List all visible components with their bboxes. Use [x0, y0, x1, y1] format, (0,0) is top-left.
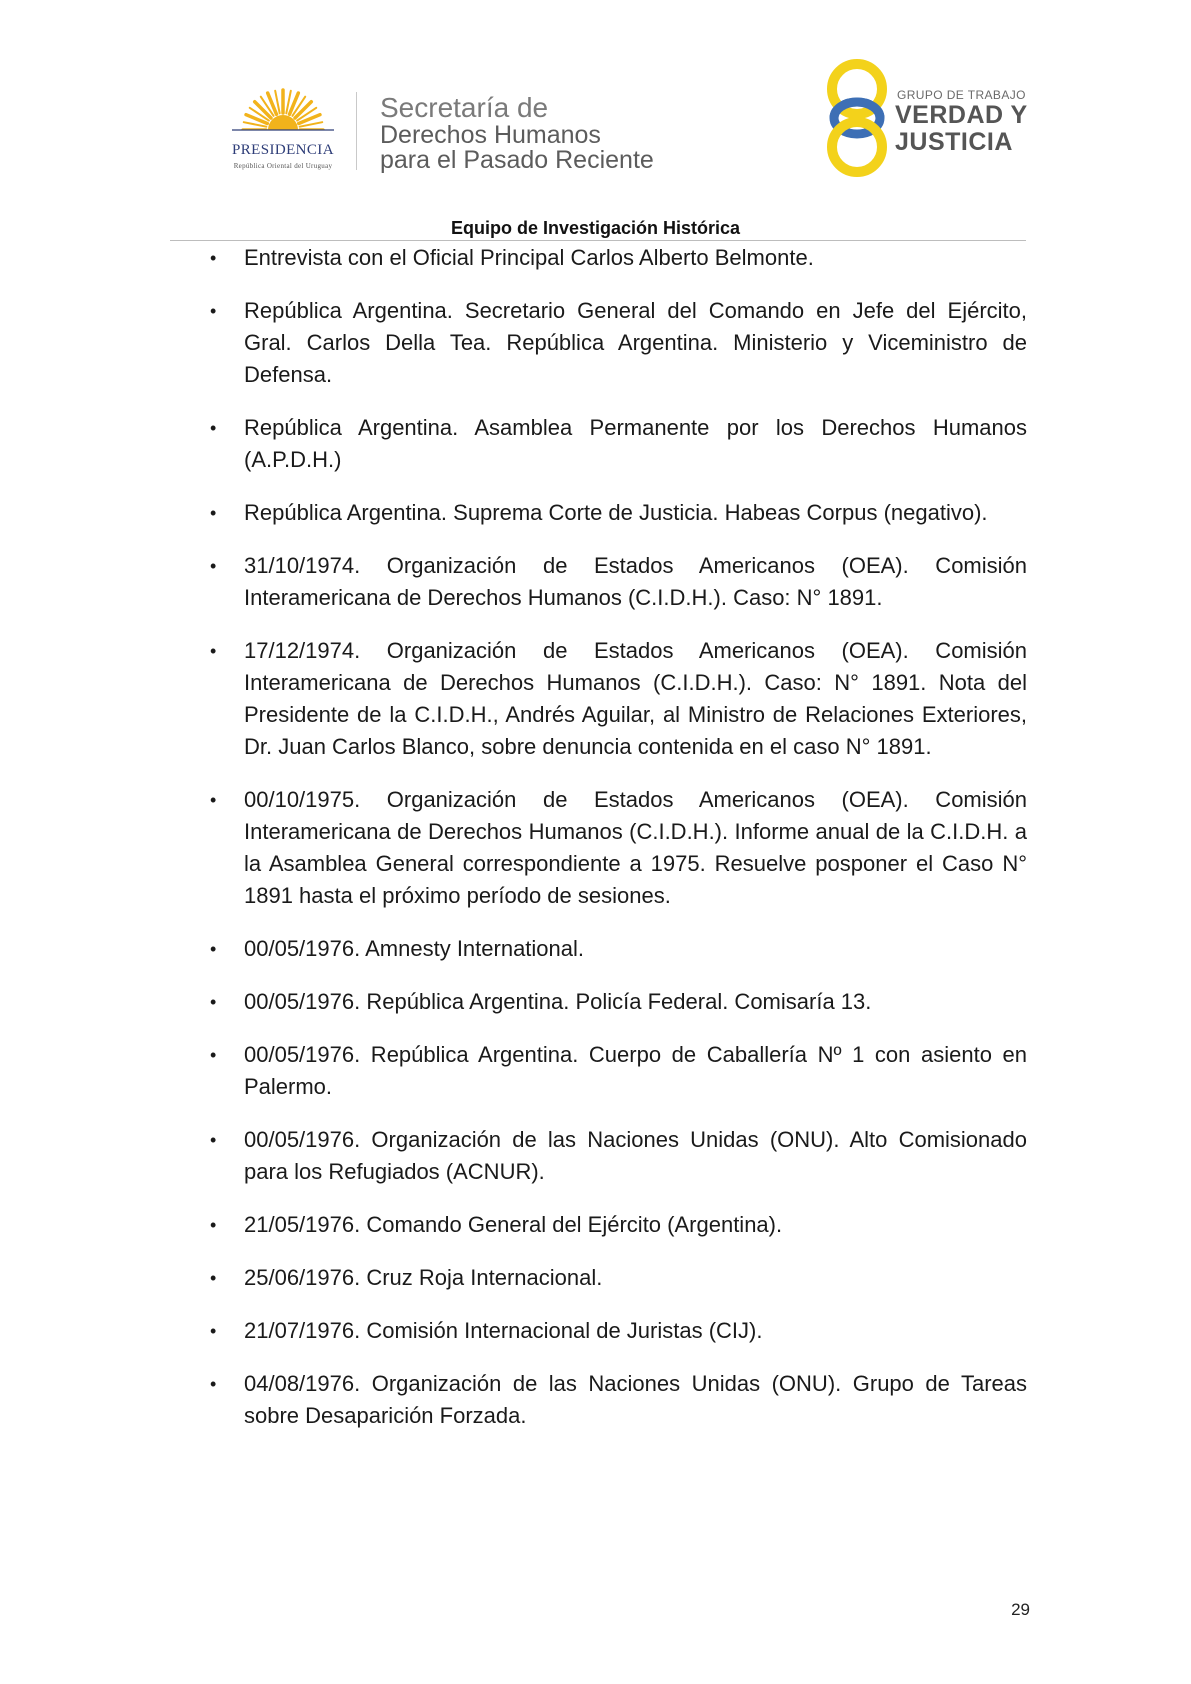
- unit-title: Equipo de Investigación Histórica: [450, 218, 741, 238]
- list-item: [205, 1124, 1027, 1188]
- list-item: [205, 1209, 1027, 1241]
- list-item: [205, 1262, 1027, 1294]
- list-item-text: 00/05/1976. República Argentina. Policía Federal. Comisaría 13.: [244, 989, 872, 1014]
- secretaria-wordmark: [380, 93, 654, 173]
- secretaria-line-1: Secretaría de: [380, 92, 549, 123]
- list-item: [205, 933, 1027, 965]
- bullet-icon: •: [210, 1374, 217, 1394]
- bullet-icon: •: [210, 1045, 217, 1065]
- bullet-icon: •: [210, 992, 217, 1012]
- page-header: [0, 0, 1191, 240]
- list-item: [205, 1368, 1027, 1432]
- bullet-icon: •: [210, 503, 217, 523]
- bullet-icon: •: [210, 939, 217, 959]
- list-item: [205, 1315, 1027, 1347]
- list-item: [205, 295, 1027, 391]
- list-item-text: 00/05/1976. Amnesty International.: [244, 936, 585, 961]
- list-item: [205, 412, 1027, 476]
- bullet-icon: •: [210, 248, 217, 268]
- sun-icon: [226, 86, 340, 142]
- gtvj-line-2: JUSTICIA: [895, 128, 1013, 156]
- list-item-text: 17/12/1974. Organización de Estados Americanos (OEA). Comisión Interamericana de Derechos Humanos (C.I.D.H.). Caso: N° 1891. Nota del Presidente de la C.I.D.H., Andrés Aguilar, al Ministro de Relaciones Exteriores, Dr. Juan Carlos Blanco, sobre denuncia contenida en el caso N° 1891.: [244, 638, 1027, 759]
- logo-divider: [356, 92, 357, 170]
- list-item-text: República Argentina. Secretario General del Comando en Jefe del Ejército, Gral. Carlos Della Tea. República Argentina. Ministerio y Viceministro de Defensa.: [244, 298, 1027, 387]
- bullet-icon: •: [210, 1321, 217, 1341]
- list-item: [205, 550, 1027, 614]
- verdad-justicia-logo: [823, 56, 1043, 181]
- bullet-icon: •: [210, 790, 217, 810]
- list-item-text: 00/05/1976. Organización de las Naciones Unidas (ONU). Alto Comisionado para los Refugiados (ACNUR).: [244, 1127, 1027, 1184]
- presidencia-subtitle: República Oriental del Uruguay: [233, 162, 333, 170]
- list-item-text: 00/05/1976. República Argentina. Cuerpo de Caballería Nº 1 con asiento en Palermo.: [244, 1042, 1027, 1099]
- gtvj-line-1: VERDAD Y: [895, 101, 1028, 129]
- list-item-text: 04/08/1976. Organización de las Naciones Unidas (ONU). Grupo de Tareas sobre Desaparición Forzada.: [244, 1371, 1027, 1428]
- list-item: [205, 635, 1027, 763]
- list-item-text: República Argentina. Asamblea Permanente por los Derechos Humanos (A.P.D.H.): [244, 415, 1027, 472]
- gtvj-small-text: GRUPO DE TRABAJO: [897, 88, 1026, 102]
- list-item: [205, 242, 1027, 274]
- bullet-icon: •: [210, 1130, 217, 1150]
- list-item-text: República Argentina. Suprema Corte de Justicia. Habeas Corpus (negativo).: [244, 500, 988, 525]
- source-list: [205, 242, 1027, 1453]
- list-item: [205, 784, 1027, 912]
- list-item-text: 21/07/1976. Comisión Internacional de Juristas (CIJ).: [244, 1318, 763, 1343]
- secretaria-line-2: Derechos Humanos: [380, 121, 601, 149]
- bullet-icon: •: [210, 556, 217, 576]
- list-item-text: 21/05/1976. Comando General del Ejército (Argentina).: [244, 1212, 783, 1237]
- list-item-text: 31/10/1974. Organización de Estados Americanos (OEA). Comisión Interamericana de Derechos Humanos (C.I.D.H.). Caso: N° 1891.: [244, 553, 1027, 610]
- list-item-text: 00/10/1975. Organización de Estados Americanos (OEA). Comisión Interamericana de Derechos Humanos (C.I.D.H.). Informe anual de la C.I.D.H. a la Asamblea General correspondiente a 1975. Resuelve posponer el Caso N° 1891 hasta el próximo período de sesiones.: [244, 787, 1027, 908]
- list-item: [205, 1039, 1027, 1103]
- secretaria-line-3: para el Pasado Reciente: [380, 146, 654, 174]
- bullet-icon: •: [210, 641, 217, 661]
- presidencia-logo: [208, 86, 358, 178]
- header-rule: [170, 240, 1026, 241]
- list-item-text: 25/06/1976. Cruz Roja Internacional.: [244, 1265, 603, 1290]
- interlocked-rings-icon: [823, 56, 893, 181]
- bullet-icon: •: [210, 1268, 217, 1288]
- bullet-icon: •: [210, 1215, 217, 1235]
- list-item: [205, 986, 1027, 1018]
- list-item-text: Entrevista con el Oficial Principal Carlos Alberto Belmonte.: [244, 245, 814, 270]
- list-item: [205, 497, 1027, 529]
- bullet-icon: •: [210, 418, 217, 438]
- bullet-icon: •: [210, 301, 217, 321]
- presidencia-name: PRESIDENCIA: [232, 142, 334, 158]
- page-number: 29: [1011, 1600, 1030, 1619]
